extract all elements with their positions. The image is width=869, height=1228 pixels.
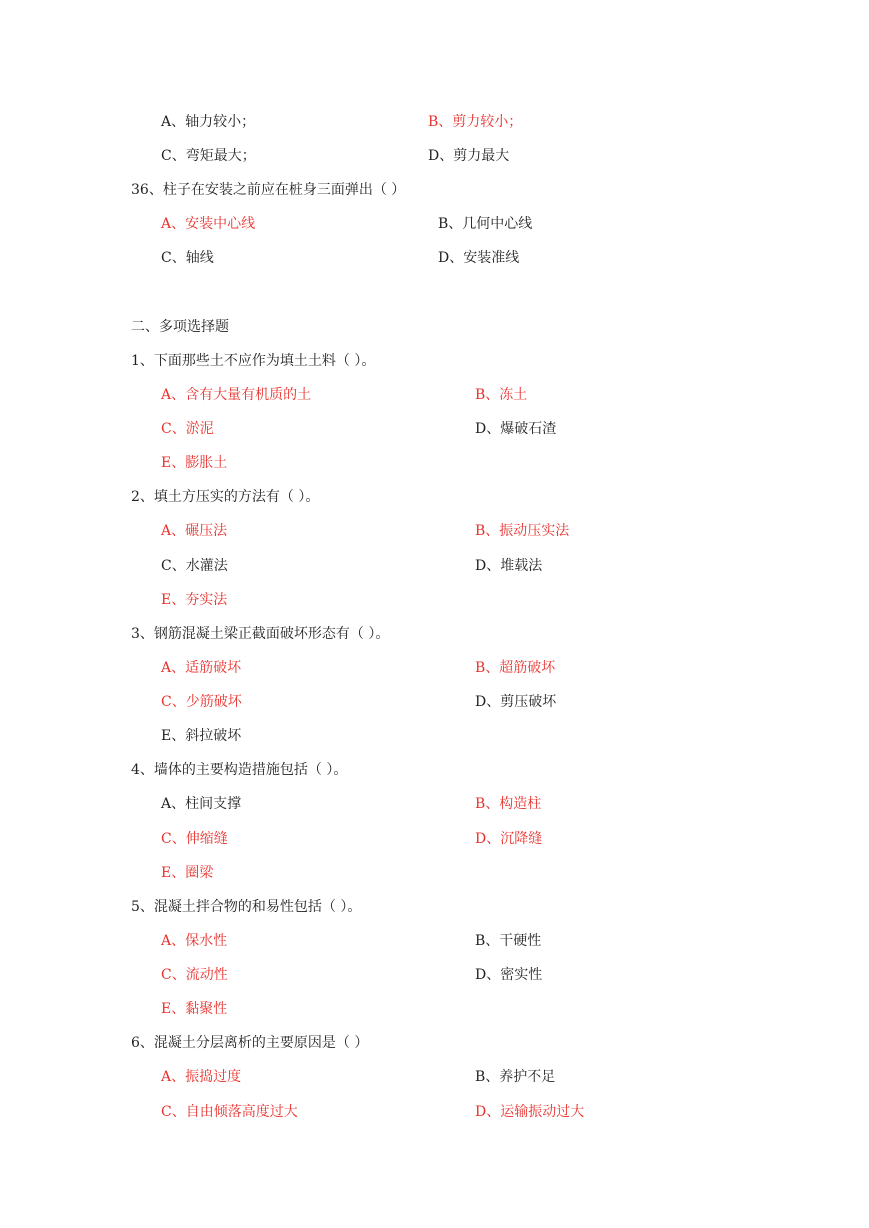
mc-q3-stem: 3、钢筋混凝土梁正截面破坏形态有（ ）。 — [131, 626, 390, 642]
mc-q3-option-d: D、剪压破坏 — [475, 694, 557, 710]
mc-q5-option-c: C、流动性 — [161, 967, 228, 983]
q35-option-b: B、剪力较小； — [428, 114, 523, 130]
mc-q1-option-b: B、冻土 — [475, 387, 528, 403]
q36-option-d: D、安装准线 — [438, 250, 520, 266]
mc-q2-option-d: D、堆载法 — [475, 558, 543, 574]
mc-q3-option-e: E、斜拉破坏 — [161, 728, 242, 744]
mc-q2-option-a: A、碾压法 — [161, 523, 228, 539]
q35-option-d: D、剪力最大 — [428, 148, 510, 164]
mc-q6-option-a: A、振捣过度 — [161, 1069, 242, 1085]
q36-stem: 36、柱子在安装之前应在桩身三面弹出（ ） — [131, 182, 406, 198]
mc-q5-stem: 5、混凝土拌合物的和易性包括（ ）。 — [131, 899, 362, 915]
mc-q2-option-c: C、水灌法 — [161, 558, 228, 574]
mc-q4-option-c: C、伸缩缝 — [161, 831, 228, 847]
mc-q5-option-e: E、黏聚性 — [161, 1001, 228, 1017]
mc-q3-option-c: C、少筋破坏 — [161, 694, 242, 710]
mc-q5-option-a: A、保水性 — [161, 933, 228, 949]
mc-q1-option-e: E、膨胀土 — [161, 455, 228, 471]
mc-q6-option-d: D、运输振动过大 — [475, 1104, 585, 1120]
mc-q3-option-a: A、适筋破坏 — [161, 660, 242, 676]
mc-q4-option-d: D、沉降缝 — [475, 831, 543, 847]
mc-q1-option-c: C、淤泥 — [161, 421, 214, 437]
q36-option-c: C、轴线 — [161, 250, 214, 266]
mc-q6-option-c: C、自由倾落高度过大 — [161, 1104, 298, 1120]
mc-q2-option-b: B、振动压实法 — [475, 523, 570, 539]
mc-q6-option-b: B、养护不足 — [475, 1069, 556, 1085]
mc-q2-stem: 2、填土方压实的方法有（ ）。 — [131, 489, 320, 505]
mc-q1-option-d: D、爆破石渣 — [475, 421, 557, 437]
q36-option-b: B、几何中心线 — [438, 216, 533, 232]
mc-q1-stem: 1、下面那些土不应作为填土土料（ ）。 — [131, 353, 376, 369]
mc-q5-option-b: B、干硬性 — [475, 933, 542, 949]
mc-q1-option-a: A、含有大量有机质的土 — [161, 387, 312, 403]
section-title: 二、多项选择题 — [131, 319, 229, 335]
mc-q4-option-b: B、构造柱 — [475, 796, 542, 812]
q35-option-a: A、轴力较小； — [161, 114, 256, 130]
mc-q4-option-e: E、圈梁 — [161, 865, 214, 881]
mc-q6-stem: 6、混凝土分层离析的主要原因是（ ） — [131, 1035, 369, 1051]
mc-q3-option-b: B、超筋破坏 — [475, 660, 556, 676]
q35-option-c: C、弯矩最大； — [161, 148, 256, 164]
mc-q4-option-a: A、柱间支撑 — [161, 796, 242, 812]
mc-q2-option-e: E、夯实法 — [161, 592, 228, 608]
mc-q4-stem: 4、墙体的主要构造措施包括（ ）。 — [131, 762, 348, 778]
mc-q5-option-d: D、密实性 — [475, 967, 543, 983]
q36-option-a: A、安装中心线 — [161, 216, 256, 232]
